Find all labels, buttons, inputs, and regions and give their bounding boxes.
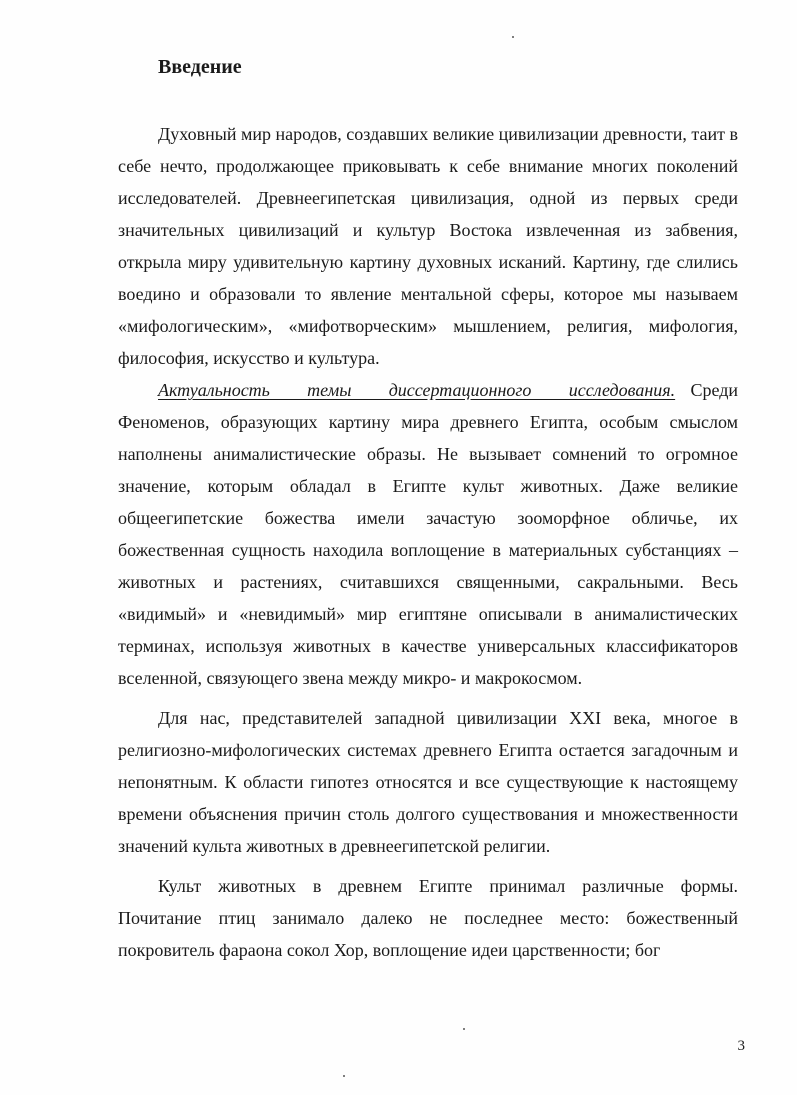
scan-speck xyxy=(463,1028,465,1030)
relevance-heading: Актуальность темы диссертационного исследования. xyxy=(158,380,676,400)
page-number: 3 xyxy=(737,1038,745,1054)
paragraph-modern-view: Для нас, представителей западной цивилизации XXI века, многое в религиозно-мифологических системах древнего Египта остается загадочным и непонятным. К области гипотез относятся и все существующие к настоящему времени объяснения причин столь долгого существования и множественности значений культа животных в древнеегипетской религии. xyxy=(118,708,738,856)
body-text xyxy=(118,118,738,966)
scan-speck xyxy=(343,1075,345,1077)
section-heading: Введение xyxy=(158,56,242,78)
relevance-lead-word: Среди xyxy=(690,380,738,400)
paragraph-relevance xyxy=(118,374,738,694)
scan-speck xyxy=(512,36,514,38)
relevance-text: Феноменов, образующих картину мира древнего Египта, особым смыслом наполнены анималистические образы. Не вызывает сомнений то огромное значение, которым обладал в Египте культ животных. Даже великие общеегипетские божества имели зачастую зооморфное обличье, их божественная сущность находила воплощение в материальных субстанциях – животных и растениях, считавшихся священными, сакральными. Весь «видимый» и «невидимый» мир египтяне описывали в анималистических терминах, используя животных в качестве универсальных классификаторов вселенной, связующего звена между микро- и макрокосмом. xyxy=(118,412,738,688)
paragraph-intro: Духовный мир народов, создавших великие цивилизации древности, таит в себе нечто, продолжающее приковывать к себе внимание многих поколений исследователей. Древнеегипетская цивилизация, одной из первых среди значительных цивилизаций и культур Востока извлеченная из забвения, открыла миру удивительную картину духовных исканий. Картину, где слились воедино и образовали то явление ментальной сферы, которое мы называем «мифологическим», «мифотворческим» мышлением, религия, мифология, философия, искусство и культура. xyxy=(118,124,738,368)
paragraph-animal-cult: Культ животных в древнем Египте принимал различные формы. Почитание птиц занимало далеко не последнее место: божественный покровитель фараона сокол Хор, воплощение идеи царственности; бог xyxy=(118,876,738,960)
